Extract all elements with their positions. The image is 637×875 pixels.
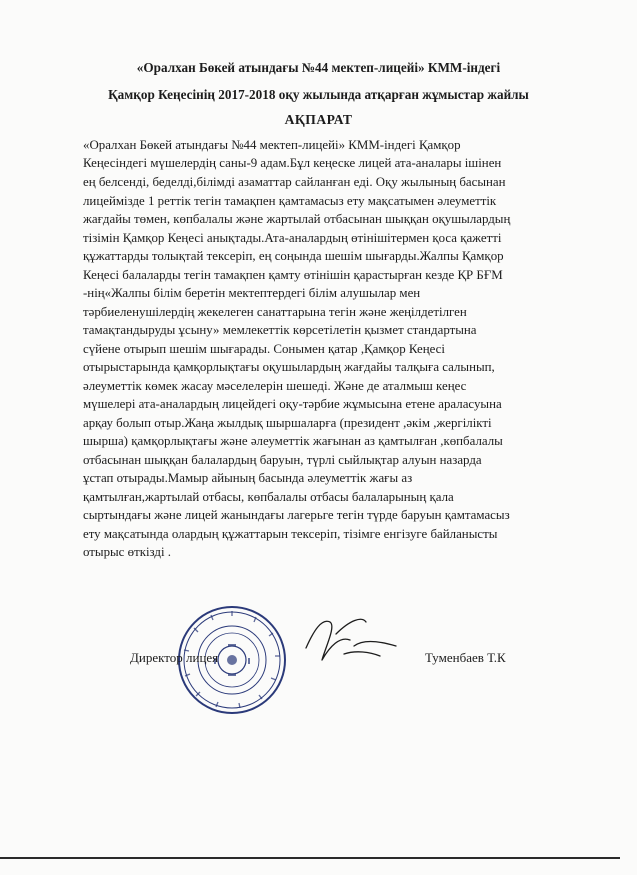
body-line: -нің«Жалпы білім беретін мектептердегі білім алушылар мен (83, 286, 421, 300)
handwritten-signature (300, 610, 400, 670)
body-line: қамтылған,жартылай отбасы, көпбалалы отбасы балаларының қала (83, 490, 454, 504)
body-line: мүшелері ата-аналардың лицейдегі оқу-тәрбие жұмысына етене араласуына (83, 397, 502, 411)
body-line: құжаттарды толықтай тексеріп, ең соңында шешім шығарды.Жалпы Қамқор (83, 249, 504, 263)
body-line: арқау болып отыр.Жаңа жылдық шыршаларға (президент ,әкім ,жергілікті (83, 416, 492, 430)
body-line: «Оралхан Бөкей атындағы №44 мектеп-лицейі» КММ-індегі Қамқор (83, 138, 461, 152)
body-line: отырыстарында қамқорлықтағы оқушылардың жағдайы талқыға салынып, (83, 360, 495, 374)
body-line: лицеймізде 1 реттік тегін тамақпен қамтамасыз ету мақсатымен әлеуметтік (83, 194, 497, 208)
body-line: ең белсенді, беделді,білімді азаматтар сайланған еді. Оқу жылының басынан (83, 175, 506, 189)
body-line: Кеңесіндегі мүшелердің саны-9 адам.Бұл кеңеске лицей ата-аналары ішінен (83, 156, 502, 170)
body-line: отырыс өткізді . (83, 545, 171, 559)
body-line: Кеңесі балаларды тегін тамақпен қамту өтінішін қарастырған кезде ҚР БҒМ (83, 268, 503, 282)
header-line-2: Қамқор Кеңесінің 2017-2018 оқу жылында атқарған жұмыстар жайлы (108, 87, 529, 102)
body-line: отбасынан шыққан балалардың баруын, түрлі сыйлықтар алуын назарда (83, 453, 482, 467)
body-line: сыртындағы және лицей жанындағы лагерьге тегін түрде баруын қамтамасыз (83, 508, 510, 522)
document-title: АҚПАРАТ (284, 112, 353, 127)
body-line: әлеуметтік көмек жасау мәселелерін шешеді. Және де аталмыш кеңес (83, 379, 467, 393)
body-line: ұстап отырады.Мамыр айының басында әлеуметтік жағы аз (83, 471, 413, 485)
body-line: шырша) қамқорлықтағы және әлеуметтік жағынан аз қамтылған ,көпбалалы (83, 434, 503, 448)
body-line: тәрбиеленушілердің жекелеген санаттарына тегін және жеңілдетілген (83, 305, 467, 319)
signatory-name: Туменбаев Т.К (425, 650, 506, 665)
body-line: ету мақсатында олардың құжаттарын тексеріп, тізімге енгізуге байланысты (83, 527, 498, 541)
body-line: сүйене отырып шешім шығарады. Сонымен қатар ,Қамқор Кеңесі (83, 342, 445, 356)
signatory-title: Директор лицея (130, 650, 219, 665)
body-line: тізімін Қамқор Кеңесі анықтады.Ата-аналардың өтінішітермен қоса қажетті (83, 231, 502, 245)
header-line-1: «Оралхан Бөкей атындағы №44 мектеп-лицейі» КММ-індегі (136, 60, 501, 75)
body-line: жағдайы төмен, көпбалалы және жартылай отбасынан шыққан оқушылардың (83, 212, 511, 226)
bottom-divider (0, 857, 620, 859)
body-line: тамақтандыруды ұсыну» мемлекеттік көрсетілетін қызмет стандартына (83, 323, 477, 337)
